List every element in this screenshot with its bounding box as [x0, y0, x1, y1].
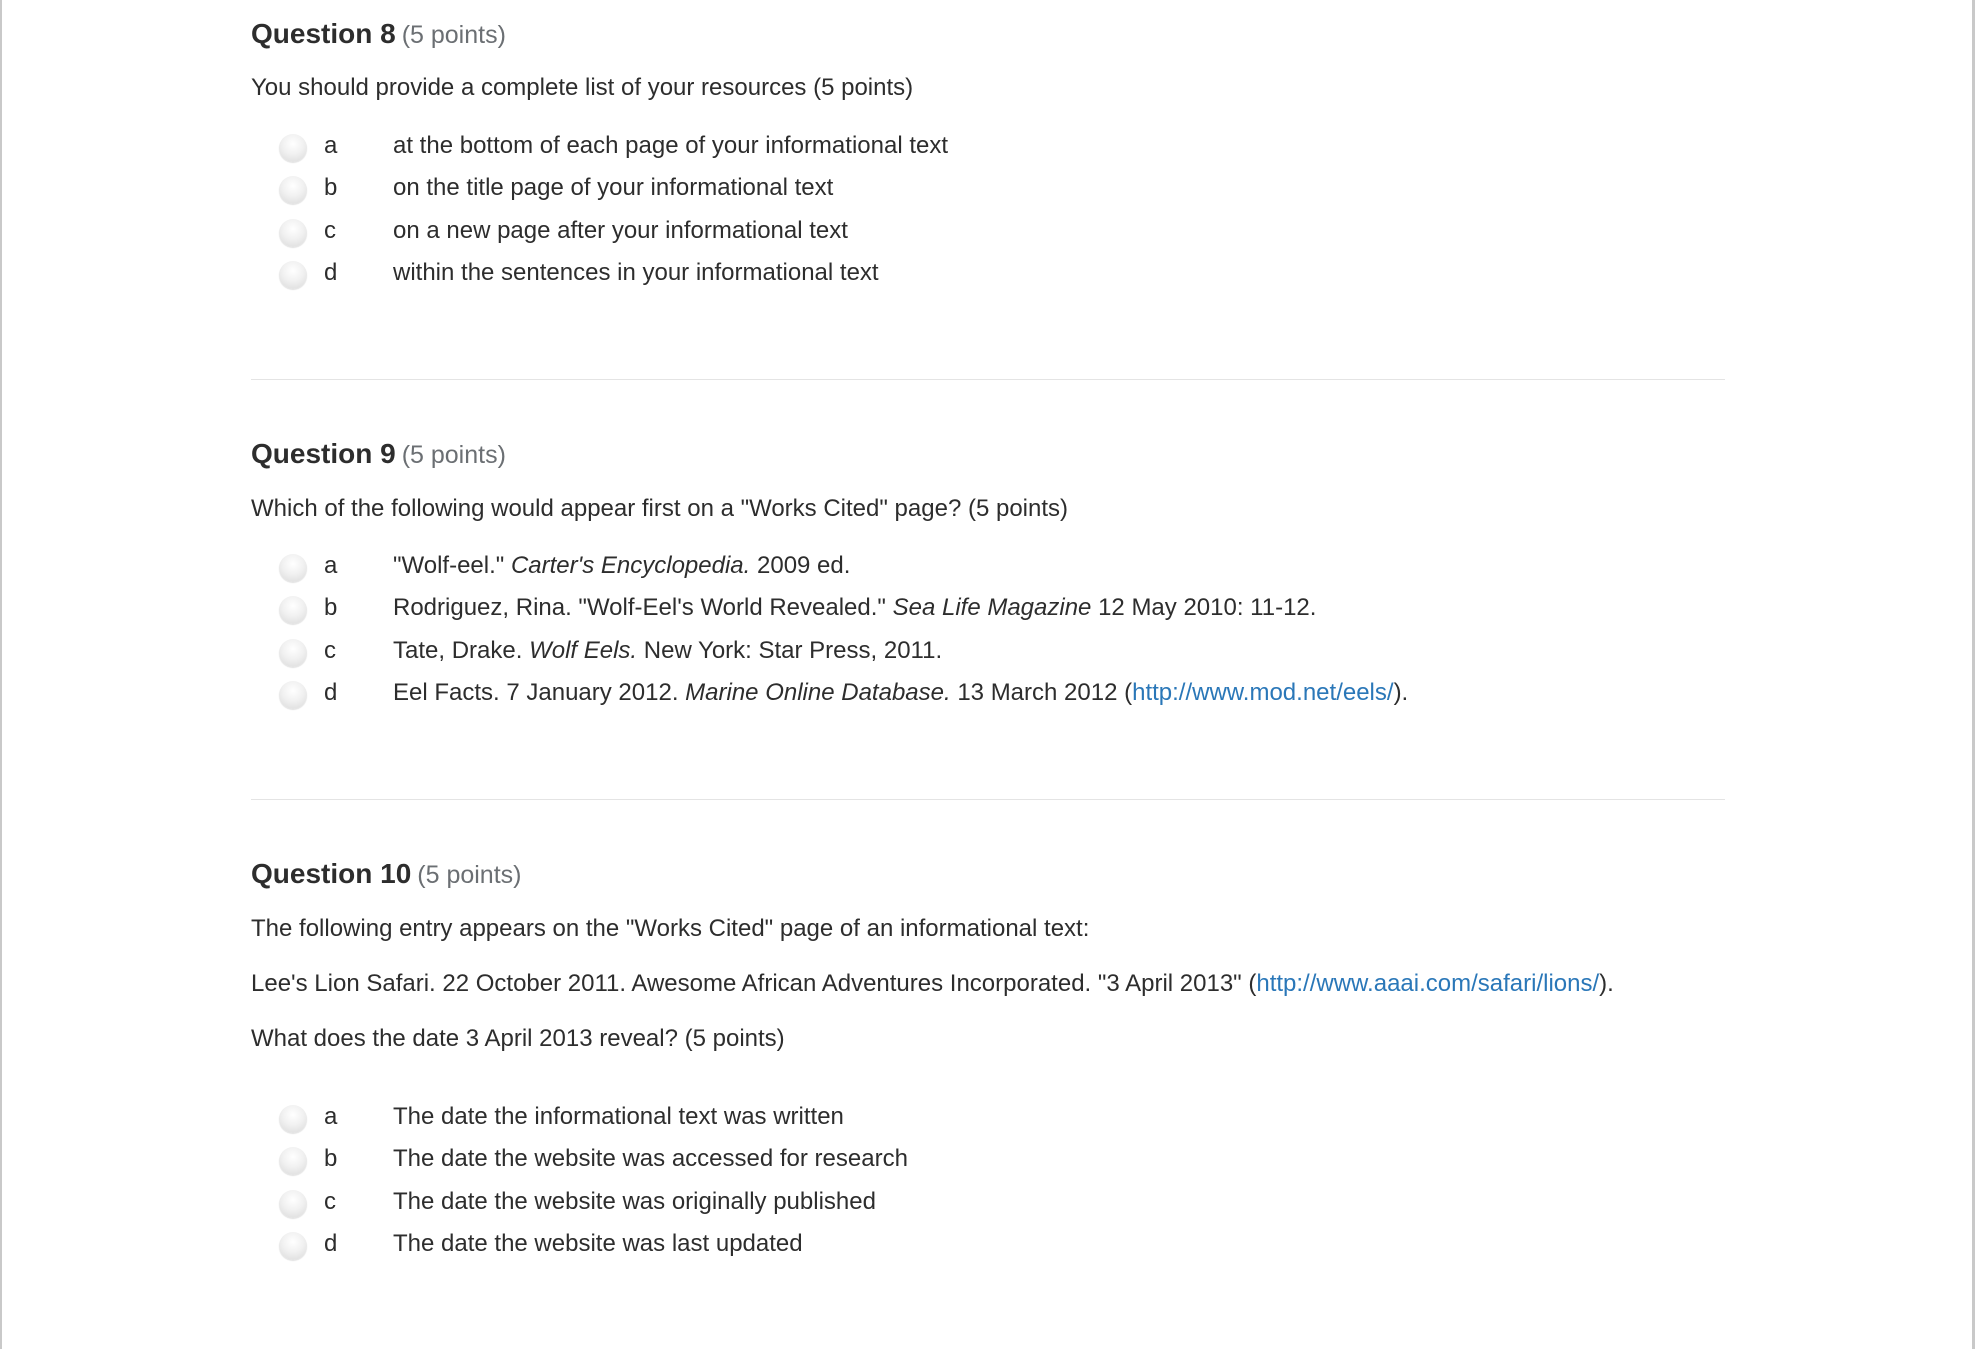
citation-text: 13 March 2012 ( [950, 678, 1133, 706]
question-title: Question 10 [251, 858, 412, 889]
question-10 [251, 857, 1725, 1277]
citation-source-title: Wolf Eels. [529, 636, 638, 664]
citation-text: 12 May 2010: 11-12. [1091, 594, 1317, 622]
answer-list [251, 130, 1725, 299]
question-prompt-secondary: What does the date 3 April 2013 reveal? (5 points) [251, 1025, 785, 1052]
question-prompt: You should provide a complete list of your resources (5 points) [251, 74, 914, 101]
answer-option-d[interactable] [251, 257, 1725, 299]
answer-letter: b [324, 594, 338, 622]
radio-button-icon[interactable] [279, 554, 307, 582]
question-prompt: The following entry appears on the "Works Cited" page of an informational text: [251, 915, 1090, 942]
citation-text: 2009 ed. [750, 552, 851, 579]
radio-button-icon[interactable] [279, 1147, 307, 1175]
question-points: (5 points) [417, 861, 522, 889]
citation-text: New York: Star Press, 2011. [637, 636, 943, 664]
question-points: (5 points) [401, 441, 506, 469]
answer-text [393, 636, 942, 666]
question-prompt: Which of the following would appear first on a "Works Cited" page? (5 points) [251, 495, 1069, 522]
radio-button-icon[interactable] [279, 681, 307, 709]
question-heading [251, 857, 1725, 891]
citation-text: Rodriguez, Rina. "Wolf-Eel's World Revealed." [393, 594, 893, 622]
radio-button-icon[interactable] [279, 219, 307, 247]
radio-button-icon[interactable] [279, 1105, 307, 1133]
answer-option-d[interactable] [251, 1228, 1725, 1270]
citation-text: ). [1599, 970, 1614, 997]
answer-letter: b [324, 174, 338, 202]
answer-letter: a [324, 1103, 338, 1130]
answer-letter: d [324, 258, 338, 286]
answer-letter: d [324, 678, 338, 706]
question-points: (5 points) [401, 21, 506, 49]
answer-letter: b [324, 1145, 338, 1173]
citation-text: Eel Facts. 7 January 2012. [393, 678, 686, 706]
radio-button-icon[interactable] [279, 596, 307, 624]
answer-list [251, 1101, 1725, 1270]
question-title: Question 8 [251, 18, 396, 49]
answer-text: at the bottom of each page of your informational text [393, 132, 948, 159]
radio-button-icon[interactable] [279, 1190, 307, 1218]
question-8 [251, 17, 1725, 297]
citation-text: Lee's Lion Safari. 22 October 2011. Awesome African Adventures Incorporated. "3 April 2013" ( [251, 970, 1257, 997]
answer-letter: d [324, 1229, 338, 1257]
answer-text: within the sentences in your informational text [393, 258, 879, 286]
citation-link[interactable]: http://www.mod.net/eels/ [1132, 678, 1394, 706]
answer-text: on the title page of your informational text [393, 174, 834, 202]
window-border-left [0, 0, 2, 1349]
question-divider [251, 799, 1725, 800]
answer-letter: a [324, 132, 338, 159]
citation-text: Tate, Drake. [393, 636, 530, 664]
answer-option-b[interactable] [251, 172, 1725, 214]
answer-text: on a new page after your informational text [393, 216, 848, 244]
citation-entry [251, 969, 1614, 999]
answer-list [251, 550, 1725, 719]
question-divider [251, 379, 1725, 380]
answer-text: The date the informational text was written [393, 1103, 844, 1130]
radio-button-icon[interactable] [279, 176, 307, 204]
answer-option-c[interactable] [251, 1186, 1725, 1228]
citation-source-title: Marine Online Database. [685, 678, 951, 706]
answer-option-c[interactable] [251, 635, 1725, 677]
question-heading [251, 437, 1725, 471]
answer-letter: a [324, 552, 338, 579]
answer-option-d[interactable] [251, 677, 1725, 719]
answer-option-a[interactable] [251, 550, 1725, 592]
answer-option-a[interactable] [251, 130, 1725, 172]
answer-letter: c [324, 216, 336, 244]
answer-text [393, 678, 1408, 708]
question-title: Question 9 [251, 438, 396, 469]
radio-button-icon[interactable] [279, 1232, 307, 1260]
answer-letter: c [324, 1187, 336, 1215]
answer-option-a[interactable] [251, 1101, 1725, 1143]
question-heading [251, 17, 1725, 51]
citation-text: ). [1393, 678, 1409, 706]
radio-button-icon[interactable] [279, 639, 307, 667]
answer-text [393, 593, 1316, 623]
answer-option-b[interactable] [251, 1143, 1725, 1185]
question-9 [251, 437, 1725, 717]
answer-text: The date the website was last updated [393, 1229, 803, 1257]
citation-link[interactable]: http://www.aaai.com/safari/lions/ [1256, 970, 1600, 997]
citation-source-title: Carter's Encyclopedia. [510, 552, 751, 579]
radio-button-icon[interactable] [279, 134, 307, 162]
answer-text [393, 551, 850, 581]
answer-text: The date the website was originally published [393, 1187, 876, 1215]
citation-text: "Wolf-eel." [393, 552, 511, 579]
radio-button-icon[interactable] [279, 261, 307, 289]
answer-option-c[interactable] [251, 215, 1725, 257]
answer-text: The date the website was accessed for research [393, 1145, 908, 1173]
citation-source-title: Sea Life Magazine [892, 594, 1092, 622]
answer-letter: c [324, 636, 336, 664]
answer-option-b[interactable] [251, 592, 1725, 634]
